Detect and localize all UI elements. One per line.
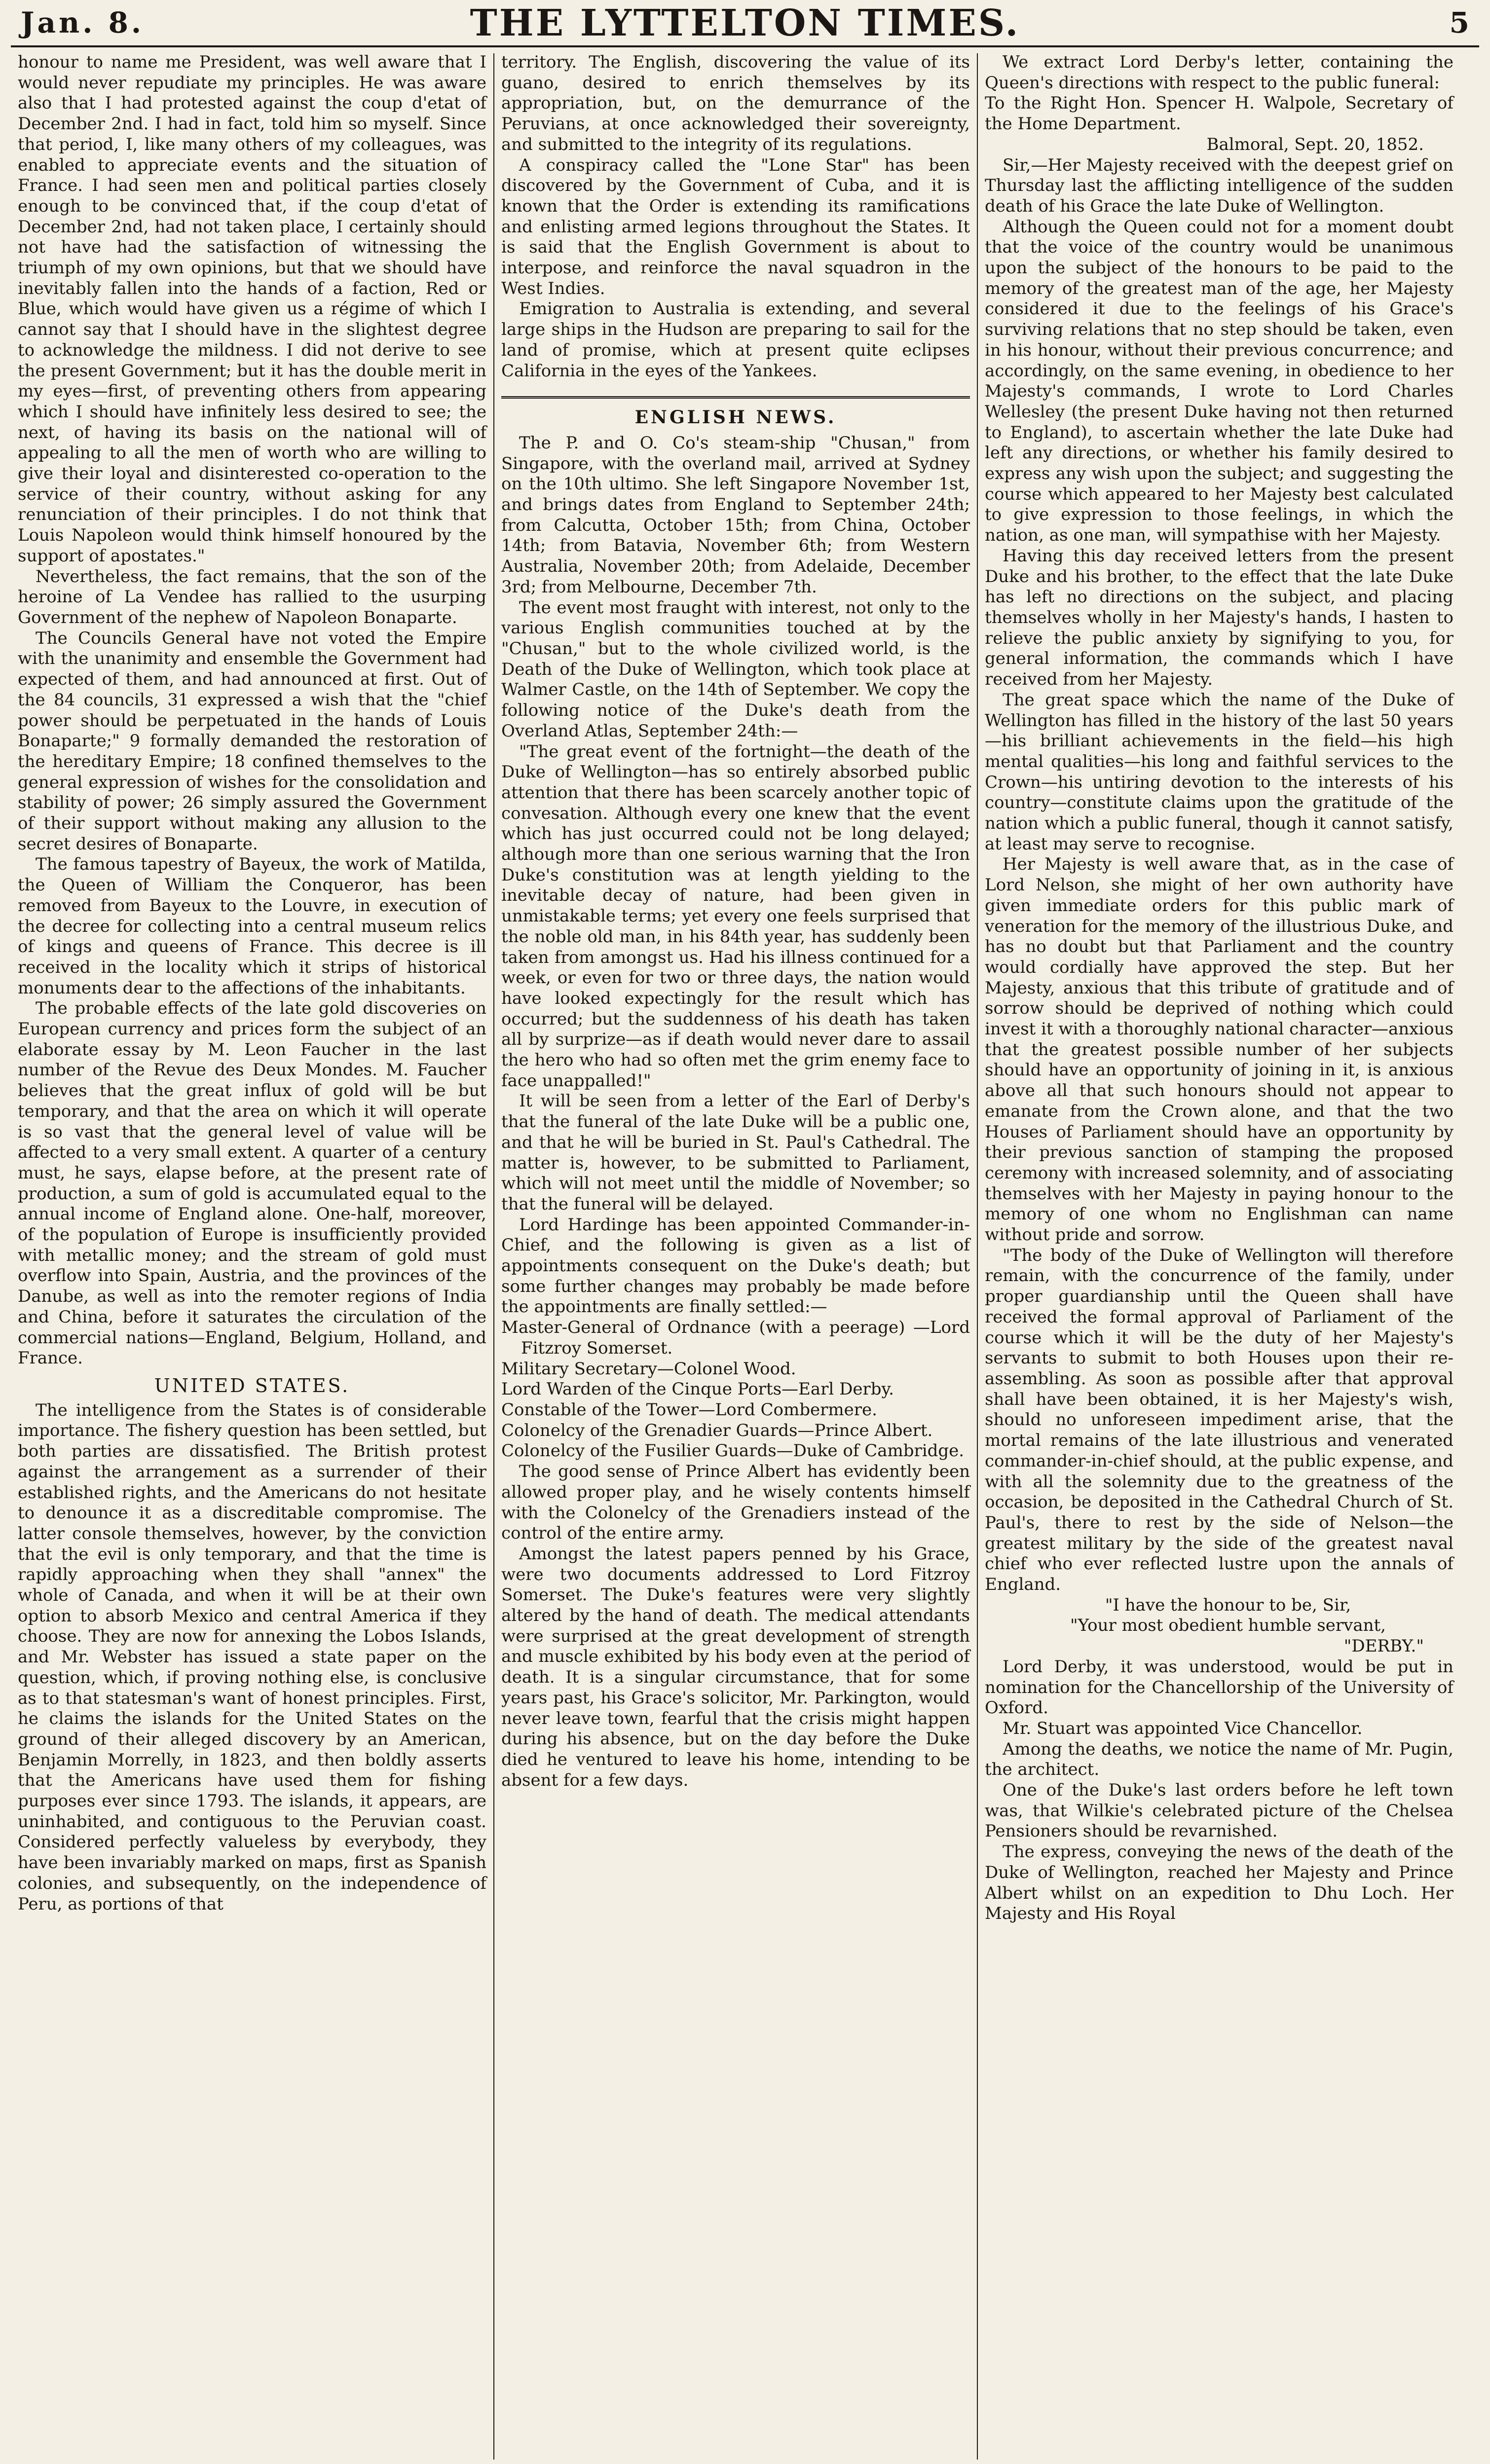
paragraph: We extract Lord Derby's letter, containing the Queen's directions with respect to the public funeral: — [985, 52, 1453, 93]
column-1 — [11, 52, 493, 2460]
paragraph: Nevertheless, the fact remains, that the son of the heroine of La Vendee has rallied to the usurping Government of the nephew of Napoleon Bonaparte. — [18, 566, 486, 627]
letter-signature: "DERBY." — [1343, 1636, 1424, 1656]
column-3 — [978, 52, 1460, 2460]
page-number: 5 — [1449, 6, 1469, 39]
paragraph: Lord Derby, it was understood, would be put in nomination for the Chancellorship of the University of Oxford. — [985, 1656, 1453, 1718]
list-item: Military Secretary—Colonel Wood. — [501, 1359, 796, 1379]
paragraph: It will be seen from a letter of the Earl of Derby's that the funeral of the late Duke will be a public one, and that he will be buried in St. Paul's Cathedral. The matter is, however, to be submitted to Parliament, which will not meet until the middle of November; so that the funeral will be delayed. — [501, 1091, 970, 1214]
list-item: Colonelcy of the Fusilier Guards—Duke of Cambridge. — [501, 1441, 965, 1461]
list-item: Lord Warden of the Cinque Ports—Earl Derby. — [501, 1379, 894, 1399]
paragraph: Sir,—Her Majesty received with the deepest grief on Thursday last the afflicting intelligence of the sudden death of his Grace the late Duke of Wellington. — [985, 155, 1453, 216]
masthead — [11, 0, 1479, 47]
letter-address: To the Right Hon. Spencer H. Walpole, Secretary of the Home Department. — [985, 93, 1453, 134]
letter-dateline: Balmoral, Sept. 20, 1852. — [1206, 134, 1424, 154]
paragraph: honour to name me President, was well aware that I would never repudiate my principles. He was aware also that I had protested against the coup d'etat of December 2nd. I had in fact, told him so myself. Since that period, I, like many others of my colleagues, was enabled to appreciate events and the situation of France. I had seen men and political parties closely enough to be convinced that, if the coup d'etat of December 2nd, had not taken place, I certainly should not have had the satisfaction of witnessing the triumph of my own opinions, but that we should have inevitably fallen into the hands of a faction, Red or Blue, which would have given us a régime of which I cannot say that I should have in the slightest degree to acknowledge the mildness. I did not derive to see the present Government; but it has the double merit in my eyes—first, of preventing others from appearing which I should have infinitely less desired to see; the next, of having its basis on the national will of appealing to all the men of worth who are willing to give their loyal and disinterested co-operation to the service of their country, without asking for any renunciation of their principles. I do not think that Louis Napoleon would think himself honoured by the support of apostates." — [18, 52, 486, 566]
paragraph: Amongst the latest papers penned by his Grace, were two documents addressed to Lord Fitzroy Somerset. The Duke's features were very slightly altered by the hand of death. The medical attendants were surprised at the great development of strength and muscle exhibited by his body even at the period of death. It is a singular circumstance, that for some years past, his Grace's solicitor, Mr. Parkington, would never leave town, fearful that the crisis might happen during his absence, but on the day before the Duke died he ventured to leave his home, intending to be absent for a few days. — [501, 1544, 970, 1790]
paragraph: Among the deaths, we notice the name of Mr. Pugin, the architect. — [985, 1739, 1453, 1780]
paragraph: Lord Hardinge has been appointed Commander-in-Chief, and the following is given as a list of appointments consequent on the Duke's death; but some further changes may probably be made before the appointments are finally settled:— — [501, 1214, 970, 1317]
paragraph: The great space which the name of the Duke of Wellington has filled in the history of the last 50 years—his brilliant achievements in the field—his high mental qualities—his long and faithful services to the Crown—his untiring devotion to the interests of his country—constitute claims upon the gratitude of the nation which a public funeral, though it cannot satisfy, at least may serve to recognise. — [985, 690, 1453, 854]
issue-date: Jan. 8. — [21, 6, 145, 39]
paragraph: One of the Duke's last orders before he left town was, that Wilkie's celebrated picture of the Chelsea Pensioners should be revarnished. — [985, 1780, 1453, 1841]
paragraph: Having this day received letters from the present Duke and his brother, to the effect that the late Duke has left no directions on the subject, and placing themselves wholly in her Majesty's hands, I hasten to relieve the public anxiety by signifying to you, for general information, the commands which I have received from her Majesty. — [985, 546, 1453, 690]
paragraph: The probable effects of the late gold discoveries on European currency and prices form the subject of an elaborate essay by M. Leon Faucher in the last number of the Revue des Deux Mondes. M. Faucher believes that the great influx of gold will be but temporary, and that the area on which it will operate is so vast that the general level of value will be affected to a very small extent. A quarter of a century must, he says, elapse before, at the present rate of production, a sum of gold is accumulated equal to the annual income of England alone. One-half, moreover, of the population of Europe is insufficiently provided with metallic money; and the stream of gold must overflow into Spain, Austria, and the provinces of the Danube, as well as into the remoter regions of India and China, before it saturates the circulation of the commercial nations—England, Belgium, Holland, and France. — [18, 998, 486, 1368]
paragraph: The good sense of Prince Albert has evidently been allowed proper play, and he wisely contents himself with the Colonelcy of the Grenadiers instead of the control of the entire army. — [501, 1462, 970, 1544]
newspaper-title: THE LYTTELTON TIMES. — [470, 2, 1020, 44]
paragraph: Her Majesty is well aware that, as in the case of Lord Nelson, she might of her own authority have given immediate orders for this public mark of veneration for the memory of the illustrious Duke, and has no doubt but that Parliament and the country would cordially have approved the step. But her Majesty, anxious that this tribute of gratitude and of sorrow should be deprived of nothing which could invest it with a thoroughly national character—anxious that the greatest possible number of her subjects should have an opportunity of joining in it, is anxious above all that such honours should not appear to emanate from the Crown alone, and that the two Houses of Parliament should have an opportunity by their previous sanction of stamping the proposed ceremony with increased solemnity, and of associating themselves with her Majesty in paying honour to the memory of one whom no Englishman can name without pride and sorrow. — [985, 854, 1453, 1245]
paragraph: Emigration to Australia is extending, and several large ships in the Hudson are preparing to sail for the land of promise, which at present quite eclipses California in the eyes of the Yankees. — [501, 299, 970, 381]
paragraph: "The body of the Duke of Wellington will therefore remain, with the concurrence of the family, under proper guardianship until the Queen shall have received the formal approval of Parliament of the course which it will be the duty of her Majesty's servants to submit to both Houses upon their re-assembling. As soon as possible after that approval shall have been obtained, it is her Majesty's wish, should no unforeseen impediment arise, that the mortal remains of the late illustrious and venerated commander-in-chief should, at the public expense, and with all the solemnity due to the greatness of the occasion, be deposited in the Cathedral Church of St. Paul's, there to rest by the side of Nelson—the greatest military by the side of the greatest naval chief who ever reflected lustre upon the annals of England. — [985, 1245, 1453, 1595]
paragraph: territory. The English, discovering the value of its guano, desired to enrich themselves by its appropriation, but, on the demurrance of the Peruvians, at once acknowledged their sovereignty, and submitted to the integrity of its regulations. — [501, 52, 970, 154]
list-item: Constable of the Tower—Lord Combermere. — [501, 1400, 877, 1420]
paragraph: "The great event of the fortnight—the death of the Duke of Wellington—has so entirely absorbed public attention that there has been scarcely another topic of convesation. Although every one knew that the event which has just occurred could not be long delayed; although more than one serious warning that the Iron Duke's constitution was at length yielding to the inevitable decay of nature, had been given in unmistakable terms; yet every one feels surprised that the noble old man, in his 84th year, has suddenly been taken from amongst us. Had his illness continued for a week, or even for two or three days, the nation would have looked expectingly for the result which has occurred; but the suddenness of his death has taken all by surprize—as if death would never dare to assail the hero who had so often met the grim enemy face to face unappalled!" — [501, 741, 970, 1091]
letter-closing: "Your most obedient humble servant, — [1070, 1616, 1386, 1636]
paragraph: The P. and O. Co's steam-ship "Chusan," from Singapore, with the overland mail, arrived at Sydney on the 10th ultimo. She left Singapore November 1st, and brings dates from England to September 24th; from Calcutta, October 15th; from China, October 14th; from Batavia, November 6th; from Western Australia, November 20th; from Adelaide, December 3rd; from Melbourne, December 7th. — [501, 433, 970, 597]
paragraph: The intelligence from the States is of considerable importance. The fishery question has been settled, but both parties are dissatisfied. The British protest against the arrangement as a surrender of their established rights, and the Americans do not hesitate to denounce it as a discreditable compromise. The latter console themselves, however, by the conviction that the evil is only temporary, and that the time is rapidly approaching when they shall "annex" the whole of Canada, and when it will be at their own option to absorb Mexico and central America if they choose. They are now for annexing the Lobos Islands, and Mr. Webster has issued a state paper on the question, which, if proving nothing else, is conclusive as to that statesman's want of honest principles. First, he claims the islands for the United States on the ground of their alleged discovery by an American, Benjamin Morrelly, in 1823, and then boldly asserts that the Americans have used them for fishing purposes ever since 1793. The islands, it appears, are uninhabited, and contiguous to the Peruvian coast. Considered perfectly valueless by everybody, they have been invariably marked on maps, first as Spanish colonies, and subsequently, on the independence of Peru, as portions of that — [18, 1400, 486, 1914]
column-2 — [494, 52, 977, 2460]
section-heading-united-states: UNITED STATES. — [154, 1375, 350, 1397]
paragraph: The event most fraught with interest, not only to the various English communities touched at by the "Chusan," but to the whole civilized world, is the Death of the Duke of Wellington, which took place at Walmer Castle, on the 14th of September. We copy the following notice of the Duke's death from the Overland Atlas, September 24th:— — [501, 597, 970, 741]
appointments-list — [501, 1318, 970, 1462]
paragraph: Although the Queen could not for a moment doubt that the voice of the country would be unanimous upon the subject of the honours to be paid to the memory of the greatest man of the age, her Majesty considered it due to the feelings of his Grace's surviving relations that no step should be taken, even in his honour, without their previous concurrence; and accordingly, on the same evening, in obedience to her Majesty's commands, I wrote to Lord Charles Wellesley (the present Duke having not then returned to England), to ascertain whether the late Duke had left any directions, or whether his family desired to express any wish upon the subject; and suggesting the course which appeared to her Majesty best calculated to give expression to those feelings, in which the nation, as one man, will sympathise with her Majesty. — [985, 217, 1453, 546]
paragraph: Mr. Stuart was appointed Vice Chancellor. — [1003, 1718, 1363, 1738]
list-item: Master-General of Ordnance (with a peerage) —Lord Fitzroy Somerset. — [501, 1318, 970, 1358]
paragraph: The Councils General have not voted the Empire with the unanimity and ensemble the Government had expected of them, and had announced at first. Out of the 84 councils, 31 expressed a wish that the "chief power should be perpetuated in the hands of Louis Bonaparte;" 9 formally demanded the restoration of the hereditary Empire; 18 confined themselves to the general expression of wishes for the consolidation and stability of power; 26 simply assured the Government of their support without making any allusion to the secret desires of Bonaparte. — [18, 628, 486, 854]
letter-closing: "I have the honour to be, Sir, — [1105, 1595, 1351, 1615]
paragraph: A conspiracy called the "Lone Star" has been discovered by the Government of Cuba, and it is known that the Order is extending its ramifications and enlisting armed legions throughout the States. It is said that the English Government is about to interpose, and reinforce the naval squadron in the West Indies. — [501, 155, 970, 298]
section-heading-english-news: ENGLISH NEWS. — [634, 407, 837, 428]
columns — [11, 52, 1479, 2460]
paragraph: The express, conveying the news of the death of the Duke of Wellington, reached her Majesty and Prince Albert whilst on an expedition to Dhu Loch. Her Majesty and His Royal — [985, 1842, 1453, 1924]
list-item: Colonelcy of the Grenadier Guards—Prince Albert. — [501, 1420, 933, 1440]
paragraph: The famous tapestry of Bayeux, the work of Matilda, the Queen of William the Conqueror, has been removed from Bayeux to the Louvre, in execution of the decree for collecting into a central museum relics of kings and queens of France. This decree is ill received in the locality which it strips of historical monuments dear to the affections of the inhabitants. — [18, 854, 486, 998]
section-divider — [501, 396, 970, 399]
